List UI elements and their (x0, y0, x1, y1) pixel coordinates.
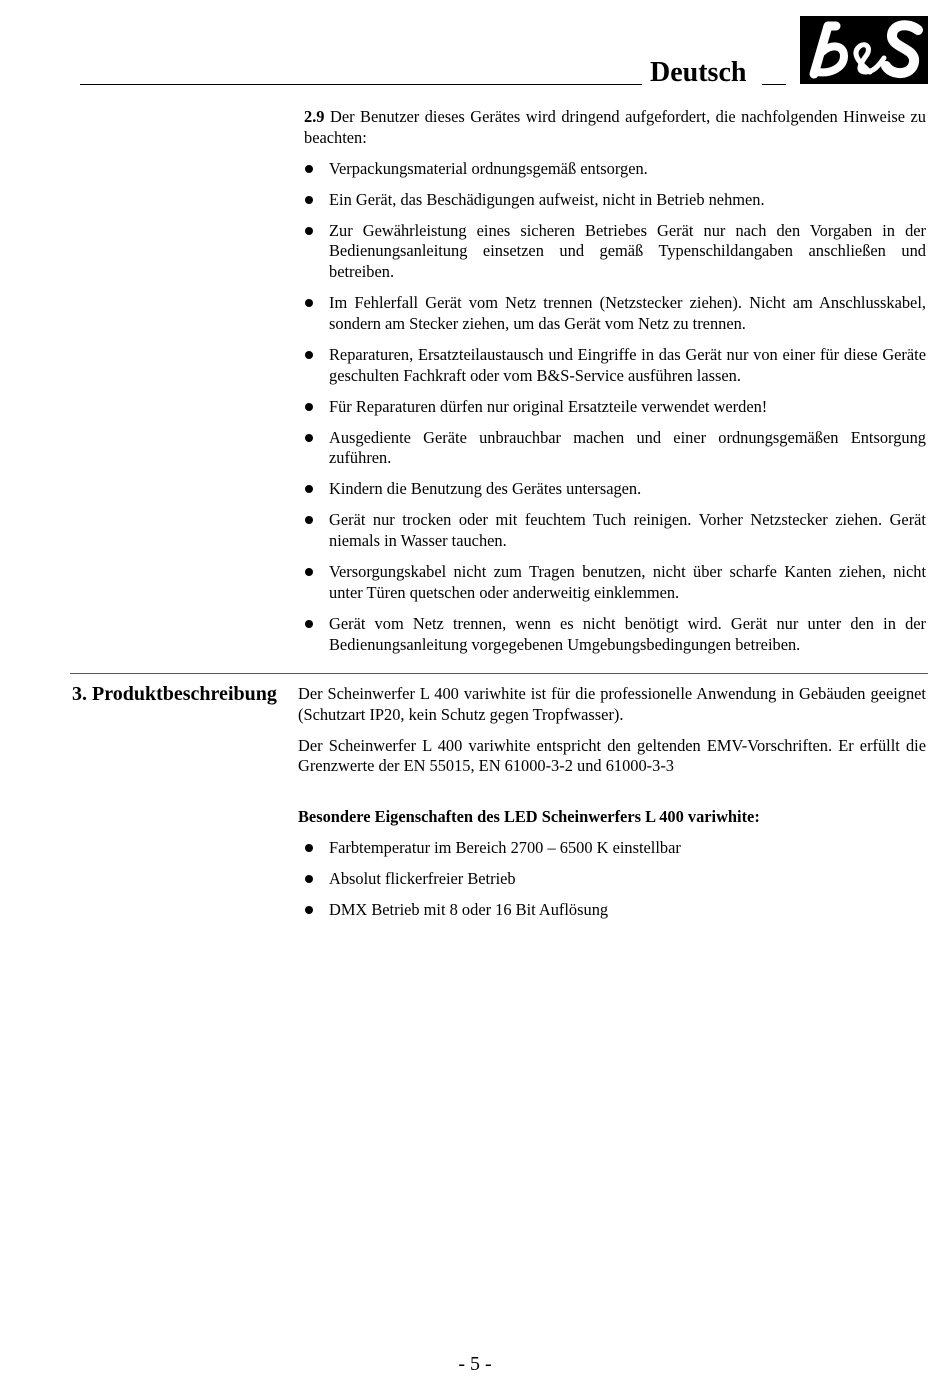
brand-logo (800, 16, 928, 84)
product-paragraph-2: Der Scheinwerfer L 400 variwhite entspricht den geltenden EMV-Vorschriften. Er erfüllt die Grenzwerte der EN 55015, EN 61000-3-2 und 61000-3-3 (298, 735, 926, 776)
list-item: Ausgediente Geräte unbrauchbar machen und einer ordnungsgemäßen Entsorgung zuführen. (304, 428, 926, 470)
list-item: Kindern die Benutzung des Gerätes untersagen. (304, 479, 926, 500)
section-number: 2.9 (304, 107, 325, 126)
list-item: Farbtemperatur im Bereich 2700 – 6500 K einstellbar (304, 838, 926, 859)
list-item: Für Reparaturen dürfen nur original Ersatzteile verwendet werden! (304, 397, 926, 418)
list-item: Reparaturen, Ersatzteilaustausch und Eingriffe in das Gerät nur von einer für diese Geräte geschulten Fachkraft oder vom B&S-Service ausführen lassen. (304, 345, 926, 387)
header-rule-right (762, 84, 786, 85)
list-item: Zur Gewährleistung eines sicheren Betriebes Gerät nur nach den Vorgaben in der Bedienungsanleitung einsetzen und gemäß Typenschildangaben anschließen und betreiben. (304, 221, 926, 283)
list-item: Ein Gerät, das Beschädigungen aufweist, nicht in Betrieb nehmen. (304, 190, 926, 211)
section-3-body (298, 684, 926, 931)
list-item: Verpackungsmaterial ordnungsgemäß entsorgen. (304, 159, 926, 180)
section-2-9-intro (304, 107, 926, 149)
list-item: DMX Betrieb mit 8 oder 16 Bit Auflösung (304, 900, 926, 921)
list-item: Gerät vom Netz trennen, wenn es nicht benötigt wird. Gerät nur unter den in der Bedienungsanleitung vorgegebenen Umgebungsbedingungen betreiben. (304, 614, 926, 656)
intro-text: Der Benutzer dieses Gerätes wird dringend aufgefordert, die nachfolgenden Hinweise zu beachten: (304, 107, 926, 147)
list-item: Absolut flickerfreier Betrieb (304, 869, 926, 890)
list-item: Versorgungskabel nicht zum Tragen benutzen, nicht über scharfe Kanten ziehen, nicht unter Türen quetschen oder anderweitig einklemmen. (304, 562, 926, 604)
header-language: Deutsch (650, 57, 747, 88)
section-divider (70, 673, 928, 674)
safety-notes-list (304, 159, 926, 656)
section-2-9 (304, 107, 926, 666)
list-item: Im Fehlerfall Gerät vom Netz trennen (Netzstecker ziehen). Nicht am Anschlusskabel, sondern am Stecker ziehen, um das Gerät vom Netz zu trennen. (304, 293, 926, 335)
features-heading: Besondere Eigenschaften des LED Scheinwerfers L 400 variwhite: (298, 807, 760, 827)
section-3-heading: 3. Produktbeschreibung (72, 683, 277, 705)
features-list (298, 838, 926, 921)
header-rule-left (80, 84, 642, 85)
list-item: Gerät nur trocken oder mit feuchtem Tuch reinigen. Vorher Netzstecker ziehen. Gerät niemals in Wasser tauchen. (304, 510, 926, 552)
page-header (0, 0, 950, 100)
page-number: - 5 - (458, 1353, 492, 1375)
product-paragraph-1: Der Scheinwerfer L 400 variwhite ist für die professionelle Anwendung in Gebäuden geeignet (Schutzart IP20, kein Schutz gegen Tropfwasser). (298, 684, 926, 724)
